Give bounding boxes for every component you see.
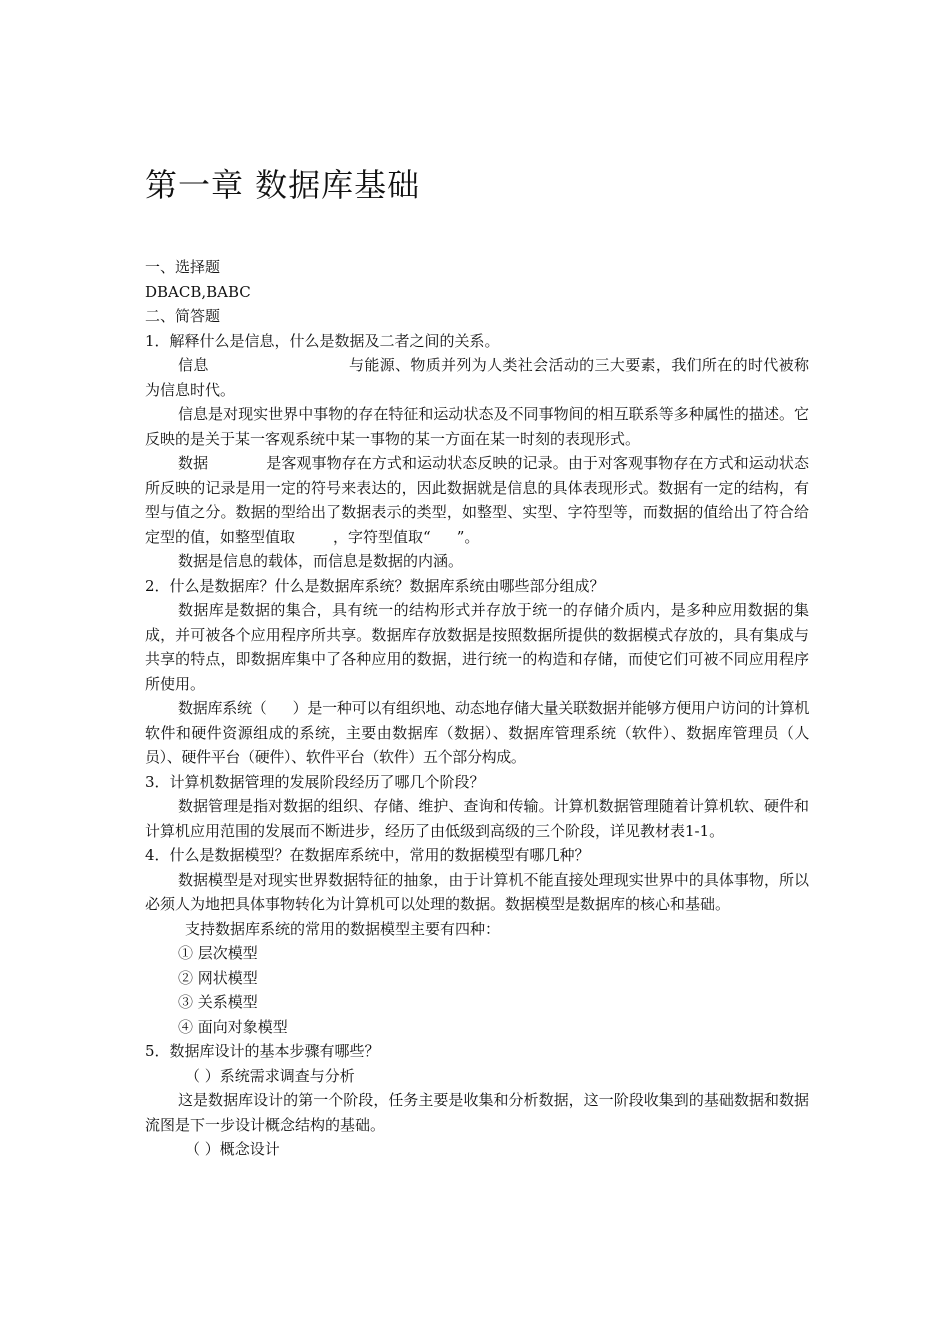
q1-paragraph-4: 数据是信息的载体，而信息是数据的内涵。 bbox=[178, 552, 464, 570]
question-3: 3．计算机数据管理的发展阶段经历了哪几个阶段？ bbox=[145, 772, 485, 791]
model-list-item: ② 网状模型 bbox=[178, 968, 258, 987]
q2-paragraph-1: 数据库是数据的集合，具有统一的结构形式并存放于统一的存储介质内，是多种应用数据的集成，并可被各个应用程序所共享。数据库存放数据是按照数据所提供的数据模式存放的，具有集成与共享的特点，即数据库集中了各种应用的数据，进行统一的构造和存储，而使它们可被不同应用程序所使用。 bbox=[145, 601, 809, 693]
q1-paragraph-1 bbox=[145, 353, 809, 402]
q3-paragraph-1: 数据管理是指对数据的组织、存储、维护、查询和传输。计算机数据管理随着计算机软、硬件和计算机应用范围的发展而不断进步，经历了由低级到高级的三个阶段，详见教材表1-1。 bbox=[145, 797, 809, 840]
question-4: 4．什么是数据模型？在数据库系统中，常用的数据模型有哪几种？ bbox=[145, 846, 590, 864]
q2-paragraph-2-start: 数据库系统（ bbox=[178, 699, 267, 717]
q1-paragraph-3-char-text: ，字符型值取“ bbox=[333, 527, 431, 546]
q1-paragraph-3-end: ”。 bbox=[456, 527, 480, 546]
q2-paragraph-2 bbox=[145, 696, 809, 770]
model-list-item: ③ 关系模型 bbox=[178, 993, 258, 1011]
document-body bbox=[145, 255, 809, 1162]
q2-paragraph-2-text: ）是一种可以有组织地、动态地存储大量关联数据并能够方便用户访问的计算机软件和硬件资源组成的系统，主要由数据库（数据）、数据库管理系统（软件）、数据库管理员（人员）、硬件平台（硬件）、软件平台（软件）五个部分构成。 bbox=[145, 699, 809, 766]
q1-paragraph-3-text: 是客观事物存在方式和运动状态反映的记录。由于对客观事物存在方式和运动状态所反映的记录是用一定的符号来表达的，因此数据就是信息的具体表现形式。数据有一定的结构，有型与值之分。数据的型给出了数据表示的类型，如整型、实型、字符型等，而数据的值给出了符合给定型的值，如整型值取 bbox=[145, 454, 809, 546]
section-heading-short-answer: 二、简答题 bbox=[145, 307, 221, 325]
design-step-2-heading: （ ）概念设计 bbox=[185, 1140, 280, 1158]
q4-paragraph-1: 数据模型是对现实世界数据特征的抽象，由于计算机不能直接处理现实世界中的具体事物，所以必须人为地把具体事物转化为计算机可以处理的数据。数据模型是数据库的核心和基础。 bbox=[145, 870, 809, 913]
q1-term-data: 数据 bbox=[178, 454, 209, 472]
q1-paragraph-3 bbox=[145, 451, 809, 549]
question-2: 2．什么是数据库？什么是数据库系统？数据库系统由哪些部分组成？ bbox=[145, 576, 605, 595]
chapter-title: 第一章 数据库基础 bbox=[145, 166, 421, 204]
design-step-1-heading: （ ）系统需求调查与分析 bbox=[185, 1066, 355, 1085]
q1-paragraph-1-text: 与能源、物质并列为人类社会活动的三大要素，我们所在的时代被称为信息时代。 bbox=[145, 356, 809, 399]
q4-paragraph-2: 支持数据库系统的常用的数据模型主要有四种： bbox=[185, 919, 501, 938]
model-list-item: ④ 面向对象模型 bbox=[178, 1017, 288, 1036]
question-1: 1．解释什么是信息，什么是数据及二者之间的关系。 bbox=[145, 331, 500, 350]
q1-paragraph-2: 信息是对现实世界中事物的存在特征和运动状态及不同事物间的相互联系等多种属性的描述。它反映的是关于某一客观系统中某一事物的某一方面在某一时刻的表现形式。 bbox=[145, 405, 809, 448]
design-step-1-description: 这是数据库设计的第一个阶段，任务主要是收集和分析数据，这一阶段收集到的基础数据和数据流图是下一步设计概念结构的基础。 bbox=[145, 1091, 809, 1134]
choice-answers: DBACB,BABC bbox=[145, 282, 251, 301]
model-list-item: ① 层次模型 bbox=[178, 944, 258, 962]
section-heading-choice: 一、选择题 bbox=[145, 258, 221, 276]
q1-term-information: 信息 bbox=[178, 356, 209, 374]
question-5: 5．数据库设计的基本步骤有哪些？ bbox=[145, 1042, 380, 1060]
